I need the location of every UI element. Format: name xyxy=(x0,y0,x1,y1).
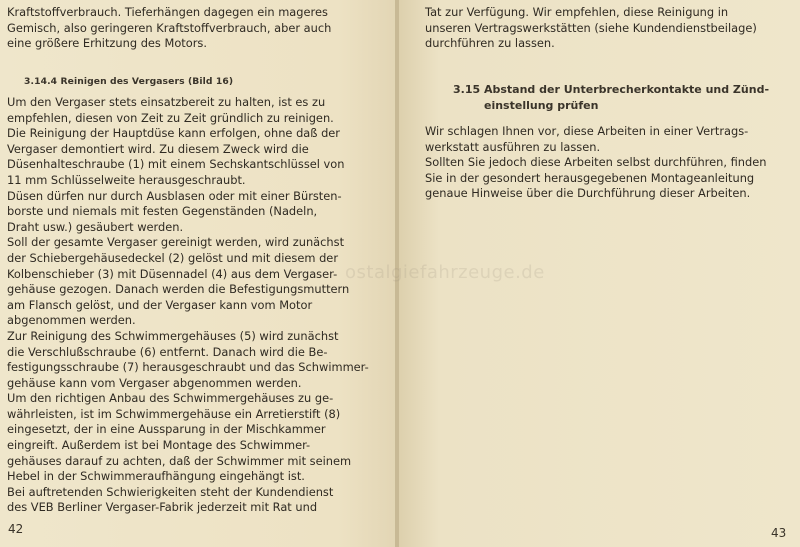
text-line: eingreift. Außerdem ist bei Montage des Schwimmer- xyxy=(7,438,311,453)
heading-line: einstellung prüfen xyxy=(484,99,599,112)
text-line: währleisten, ist im Schwimmergehäuse ein Arretierstift (8) xyxy=(7,406,341,421)
text-line: gehäuse gezogen. Danach werden die Befestigungsmuttern xyxy=(7,282,350,297)
text-line: werkstatt ausführen zu lassen. xyxy=(425,139,601,154)
text-line: Draht usw.) gesäubert werden. xyxy=(7,219,184,234)
left-page xyxy=(0,0,397,547)
text-line: Düsenhalteschraube (1) mit einem Sechskantschlüssel von xyxy=(7,157,345,172)
text-line: Um den Vergaser stets einsatzbereit zu halten, ist es zu xyxy=(7,95,326,109)
right-intro-text xyxy=(425,5,757,52)
text-line: eingesetzt, der in eine Aussparung in der Mischkammer xyxy=(7,422,326,437)
left-intro-text xyxy=(7,5,331,52)
text-line: Kraftstoffverbrauch. Tieferhängen dagegen ein mageres xyxy=(7,5,328,19)
section-heading-3-15 xyxy=(453,82,769,114)
text-line: der Schiebergehäusedeckel (2) gelöst und mit diesem der xyxy=(7,250,339,265)
text-line: durchführen zu lassen. xyxy=(425,36,555,51)
text-line: Vergaser demontiert wird. Zu diesem Zweck wird die xyxy=(7,141,309,156)
right-body-text xyxy=(425,124,766,202)
text-line: Sie in der gesondert herausgegebenen Montageanleitung xyxy=(425,170,755,185)
text-line: Soll der gesamte Vergaser gereinigt werden, wird zunächst xyxy=(7,235,345,250)
text-line: eine größere Erhitzung des Motors. xyxy=(7,36,207,51)
watermark: ostalgiefahrzeuge.de xyxy=(345,262,545,283)
page-number-right: 43 xyxy=(771,526,787,540)
text-line: Die Reinigung der Hauptdüse kann erfolgen, ohne daß der xyxy=(7,126,340,141)
left-body-text xyxy=(7,95,369,516)
text-line: Bei auftretenden Schwierigkeiten steht der Kundendienst xyxy=(7,484,334,499)
text-line: Um den richtigen Anbau des Schwimmergehäuses zu ge- xyxy=(7,391,334,406)
text-line: Düsen dürfen nur durch Ausblasen oder mit einer Bürsten- xyxy=(7,188,342,203)
text-line: empfehlen, diesen von Zeit zu Zeit gründlich zu reinigen. xyxy=(7,110,334,125)
text-line: festigungsschraube (7) herausgeschraubt und das Schwimmer- xyxy=(7,360,369,375)
text-line: unseren Vertragswerkstätten (siehe Kundendienstbeilage) xyxy=(425,20,757,35)
text-line: Zur Reinigung des Schwimmergehäuses (5) wird zunächst xyxy=(7,328,339,343)
text-line: Gemisch, also geringeren Kraftstoffverbrauch, aber auch xyxy=(7,20,332,35)
text-line: Tat zur Verfügung. Wir empfehlen, diese Reinigung in xyxy=(425,5,729,19)
text-line: Kolbenschieber (3) mit Düsennadel (4) aus dem Vergaser- xyxy=(7,266,338,281)
text-line: am Flansch gelöst, und der Vergaser kann vom Motor xyxy=(7,297,313,312)
text-line: Sollten Sie jedoch diese Arbeiten selbst durchführen, finden xyxy=(425,155,767,170)
page-number-left: 42 xyxy=(8,522,24,536)
text-line: abgenommen werden. xyxy=(7,313,136,328)
text-line: des VEB Berliner Vergaser-Fabrik jederzeit mit Rat und xyxy=(7,500,318,515)
text-line: Hebel in der Schwimmeraufhängung eingehängt ist. xyxy=(7,469,305,484)
text-line: die Verschlußschraube (6) entfernt. Danach wird die Be- xyxy=(7,344,328,359)
text-line: genaue Hinweise über die Durchführung dieser Arbeiten. xyxy=(425,186,751,201)
heading-line: 3.15 Abstand der Unterbrecherkontakte und Zünd- xyxy=(453,83,770,96)
text-line: 11 mm Schlüsselweite herausgeschraubt. xyxy=(7,172,246,187)
text-line: gehäuses darauf zu achten, daß der Schwimmer mit seinem xyxy=(7,453,352,468)
text-line: borste und niemals mit festen Gegenständen (Nadeln, xyxy=(7,204,318,219)
section-heading-3-14-4: 3.14.4 Reinigen des Vergasers (Bild 16) xyxy=(24,76,234,87)
text-line: gehäuse kann vom Vergaser abgenommen werden. xyxy=(7,375,302,390)
text-line: Wir schlagen Ihnen vor, diese Arbeiten in einer Vertrags- xyxy=(425,124,749,138)
